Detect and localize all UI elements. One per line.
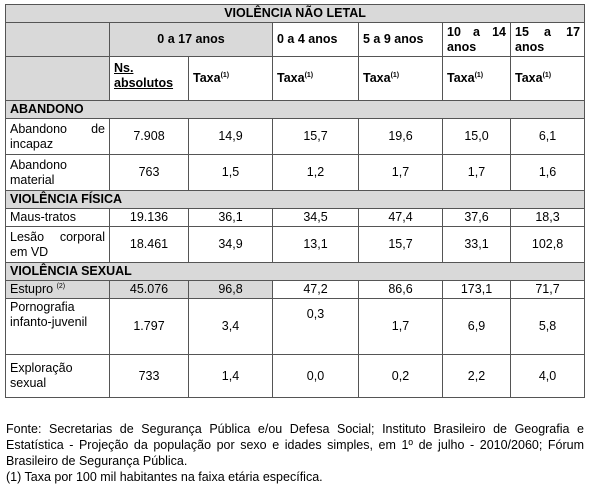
header-empty-cell — [6, 23, 110, 57]
cell-15-17: 18,3 — [511, 209, 585, 227]
header-15-17: 15 a 17 anos — [511, 23, 585, 57]
cell-abs: 45.076 — [110, 281, 189, 299]
footnote-mark: (1) — [542, 71, 552, 79]
cell-5-9: 15,7 — [359, 227, 443, 263]
cell-15-17: 5,8 — [511, 299, 585, 355]
violence-table — [5, 4, 585, 398]
table-row — [6, 299, 585, 355]
header-0-17: 0 a 17 anos — [110, 23, 273, 57]
subheader-taxa-0-17 — [189, 57, 273, 101]
cell-0-4: 15,7 — [273, 119, 359, 155]
table-row — [6, 119, 585, 155]
table-footer — [6, 421, 584, 485]
cell-15-17: 4,0 — [511, 355, 585, 398]
cell-abs: 733 — [110, 355, 189, 398]
table-row — [6, 281, 585, 299]
cell-10-14: 33,1 — [443, 227, 511, 263]
row-label: Maus-tratos — [6, 209, 110, 227]
cell-abs: 19.136 — [110, 209, 189, 227]
cell-10-14: 15,0 — [443, 119, 511, 155]
row-label: Estupro — [10, 282, 54, 296]
cell-10-14: 37,6 — [443, 209, 511, 227]
cell-taxa: 96,8 — [189, 281, 273, 299]
row-label: Exploração sexual — [6, 355, 110, 398]
cell-taxa: 36,1 — [189, 209, 273, 227]
cell-0-4: 34,5 — [273, 209, 359, 227]
group-title: VIOLÊNCIA FÍSICA — [6, 191, 585, 209]
cell-5-9: 0,2 — [359, 355, 443, 398]
footnote-mark: (1) — [390, 71, 400, 79]
header-10-14: 10 a 14 anos — [443, 23, 511, 57]
cell-taxa: 14,9 — [189, 119, 273, 155]
cell-10-14: 1,7 — [443, 155, 511, 191]
cell-5-9: 47,4 — [359, 209, 443, 227]
table-row — [6, 355, 585, 398]
subheader-taxa-15-17 — [511, 57, 585, 101]
taxa-label: Taxa — [363, 71, 391, 85]
subheader-taxa-5-9 — [359, 57, 443, 101]
row-label: Abandono de incapaz — [6, 119, 110, 155]
row-label: Abandono material — [6, 155, 110, 191]
cell-0-4: 0,3 — [273, 299, 359, 355]
cell-0-4: 0,0 — [273, 355, 359, 398]
cell-10-14: 6,9 — [443, 299, 511, 355]
cell-abs: 7.908 — [110, 119, 189, 155]
cell-5-9: 1,7 — [359, 299, 443, 355]
footnote-mark: (1) — [474, 71, 484, 79]
group-title: ABANDONO — [6, 101, 585, 119]
group-row-violencia-sexual — [6, 263, 585, 281]
subheader-empty-cell — [6, 57, 110, 101]
table-title-row — [6, 5, 585, 23]
cell-taxa: 34,9 — [189, 227, 273, 263]
cell-10-14: 173,1 — [443, 281, 511, 299]
cell-5-9: 1,7 — [359, 155, 443, 191]
cell-0-4: 1,2 — [273, 155, 359, 191]
footnote-mark: (1) — [304, 71, 314, 79]
cell-15-17: 102,8 — [511, 227, 585, 263]
cell-15-17: 6,1 — [511, 119, 585, 155]
row-label: Pornografia infanto-juvenil — [6, 299, 110, 355]
cell-0-4: 47,2 — [273, 281, 359, 299]
cell-10-14: 2,2 — [443, 355, 511, 398]
table-title: VIOLÊNCIA NÃO LETAL — [6, 5, 585, 23]
group-row-violencia-fisica — [6, 191, 585, 209]
cell-15-17: 1,6 — [511, 155, 585, 191]
subheader-ns-absolutos — [110, 57, 189, 101]
age-header-row — [6, 23, 585, 57]
taxa-label: Taxa — [515, 71, 543, 85]
sub-header-row — [6, 57, 585, 101]
cell-15-17: 71,7 — [511, 281, 585, 299]
cell-taxa: 1,5 — [189, 155, 273, 191]
ns-absolutos-label: Ns. absolutos — [114, 61, 174, 90]
header-0-4: 0 a 4 anos — [273, 23, 359, 57]
cell-abs: 18.461 — [110, 227, 189, 263]
cell-abs: 763 — [110, 155, 189, 191]
header-5-9: 5 a 9 anos — [359, 23, 443, 57]
table-row — [6, 227, 585, 263]
rate-note: (1) Taxa por 100 mil habitantes na faixa etária específica. — [6, 470, 323, 484]
footnote-mark: (1) — [220, 71, 230, 79]
cell-taxa: 3,4 — [189, 299, 273, 355]
cell-5-9: 86,6 — [359, 281, 443, 299]
table-row — [6, 155, 585, 191]
cell-0-4: 13,1 — [273, 227, 359, 263]
cell-abs: 1.797 — [110, 299, 189, 355]
cell-taxa: 1,4 — [189, 355, 273, 398]
group-row-abandono — [6, 101, 585, 119]
cell-5-9: 19,6 — [359, 119, 443, 155]
source-note: Fonte: Secretarias de Segurança Pública e/ou Defesa Social; Instituto Brasileiro de Geografia e Estatística - Projeção da população por sexo e idades simples, em 1º de julho - 2010/2060; Fórum Brasileiro de Segurança Pública. — [6, 422, 584, 468]
footnote-mark: (2) — [56, 282, 66, 290]
group-title: VIOLÊNCIA SEXUAL — [6, 263, 585, 281]
taxa-label: Taxa — [447, 71, 475, 85]
taxa-label: Taxa — [277, 71, 305, 85]
row-label-cell — [6, 281, 110, 299]
table-row — [6, 209, 585, 227]
taxa-label: Taxa — [193, 71, 221, 85]
row-label: Lesão corporal em VD — [6, 227, 110, 263]
subheader-taxa-0-4 — [273, 57, 359, 101]
subheader-taxa-10-14 — [443, 57, 511, 101]
